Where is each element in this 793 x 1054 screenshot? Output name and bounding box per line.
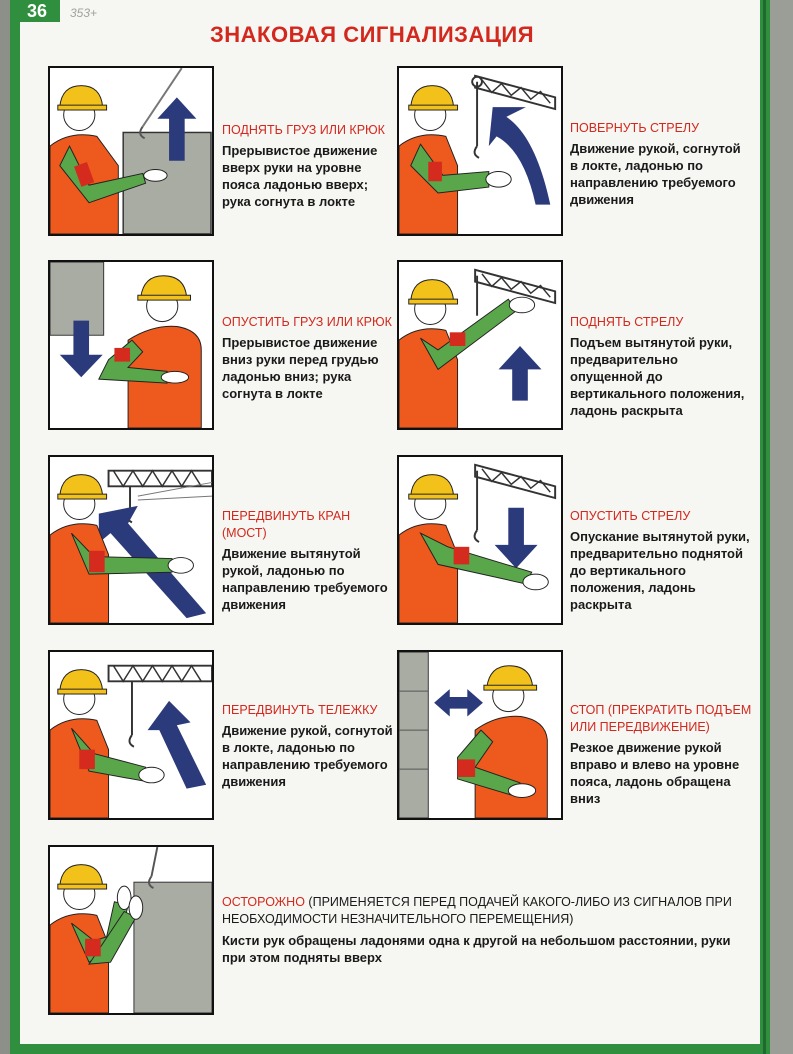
background-edge bbox=[0, 0, 10, 1054]
rotate-arrow-icon bbox=[489, 107, 550, 205]
signal-picture-raise-boom bbox=[397, 260, 563, 430]
signal-caption-move-trolley bbox=[222, 702, 397, 790]
signal-description: Прерывистое движение вверх руки на уровне пояса ладонью вверх; рука согнута в локте bbox=[222, 143, 378, 209]
signal-title: ОПУСТИТЬ ГРУЗ ИЛИ КРЮК bbox=[222, 315, 392, 329]
frame-right-rule bbox=[763, 0, 766, 1054]
signal-caption-raise-load bbox=[222, 122, 397, 210]
signal-caption-lower-boom bbox=[570, 508, 750, 613]
signal-picture-rotate-boom bbox=[397, 66, 563, 236]
signal-title: ОСТОРОЖНО bbox=[222, 895, 305, 909]
signal-caption-stop bbox=[570, 702, 753, 807]
signal-title: ПОДНЯТЬ ГРУЗ ИЛИ КРЮК bbox=[222, 123, 385, 137]
signal-picture-lower-boom bbox=[397, 455, 563, 625]
page-title: ЗНАКОВАЯ СИГНАЛИЗАЦИЯ bbox=[210, 22, 535, 47]
page-number: 36 bbox=[14, 0, 60, 22]
signal-caption-caution bbox=[222, 894, 747, 966]
signal-picture-caution bbox=[48, 845, 214, 1015]
signal-title-note: (ПРИМЕНЯЕТСЯ ПЕРЕД ПОДАЧЕЙ КАКОГО-ЛИБО ИЗ СИГНАЛОВ ПРИ НЕОБХОДИМОСТИ НЕЗНАЧИТЕЛЬНОГО ПЕРЕМЕЩЕНИЯ) bbox=[222, 895, 732, 926]
double-arrow-icon bbox=[434, 689, 483, 716]
signal-description: Движение рукой, согнутой в локте, ладонью по направлению требуемого движения bbox=[570, 141, 741, 207]
signal-title: ПОДНЯТЬ СТРЕЛУ bbox=[570, 315, 684, 329]
signal-caption-lower-load bbox=[222, 314, 397, 402]
signal-title: ПЕРЕДВИНУТЬ КРАН (МОСТ) bbox=[222, 509, 351, 540]
signal-description: Кисти рук обращены ладонями одна к другой на небольшом расстоянии, руки при этом подняты вверх bbox=[222, 933, 731, 965]
signal-title: ОПУСТИТЬ СТРЕЛУ bbox=[570, 509, 691, 523]
signal-title: СТОП (ПРЕКРАТИТЬ ПОДЪЕМ ИЛИ ПЕРЕДВИЖЕНИЕ) bbox=[570, 703, 752, 734]
down-arrow-icon bbox=[495, 508, 538, 569]
signal-picture-move-crane bbox=[48, 455, 214, 625]
signal-description: Движение рукой, согнутой в локте, ладонью по направлению требуемого движения bbox=[222, 723, 393, 789]
signal-picture-stop bbox=[397, 650, 563, 820]
signal-description: Подъем вытянутой руки, предварительно опущенной до вертикального положения, ладонь раскрыта bbox=[570, 335, 745, 418]
signal-picture-raise-load bbox=[48, 66, 214, 236]
signal-picture-move-trolley bbox=[48, 650, 214, 820]
signal-caption-raise-boom bbox=[570, 314, 750, 419]
signal-title: ПОВЕРНУТЬ СТРЕЛУ bbox=[570, 121, 700, 135]
signal-description: Движение вытянутой рукой, ладонью по направлению требуемого движения bbox=[222, 546, 388, 612]
signal-title: ПЕРЕДВИНУТЬ ТЕЛЕЖКУ bbox=[222, 703, 378, 717]
signal-picture-lower-load bbox=[48, 260, 214, 430]
signal-caption-rotate-boom bbox=[570, 120, 750, 208]
signal-caption-move-crane bbox=[222, 508, 397, 613]
signal-description: Прерывистое движение вниз руки перед грудью ладонью вниз; рука согнута в локте bbox=[222, 335, 379, 401]
signal-description: Опускание вытянутой руки, предварительно поднятой до вертикального положения, ладонь раскрыта bbox=[570, 529, 750, 612]
inventory-stamp: 353+ bbox=[70, 6, 98, 20]
up-arrow-icon bbox=[499, 346, 542, 401]
signal-description: Резкое движение рукой вправо и влево на уровне пояса, ладонь обращена вниз bbox=[570, 740, 740, 806]
signal-title-line bbox=[222, 894, 747, 928]
